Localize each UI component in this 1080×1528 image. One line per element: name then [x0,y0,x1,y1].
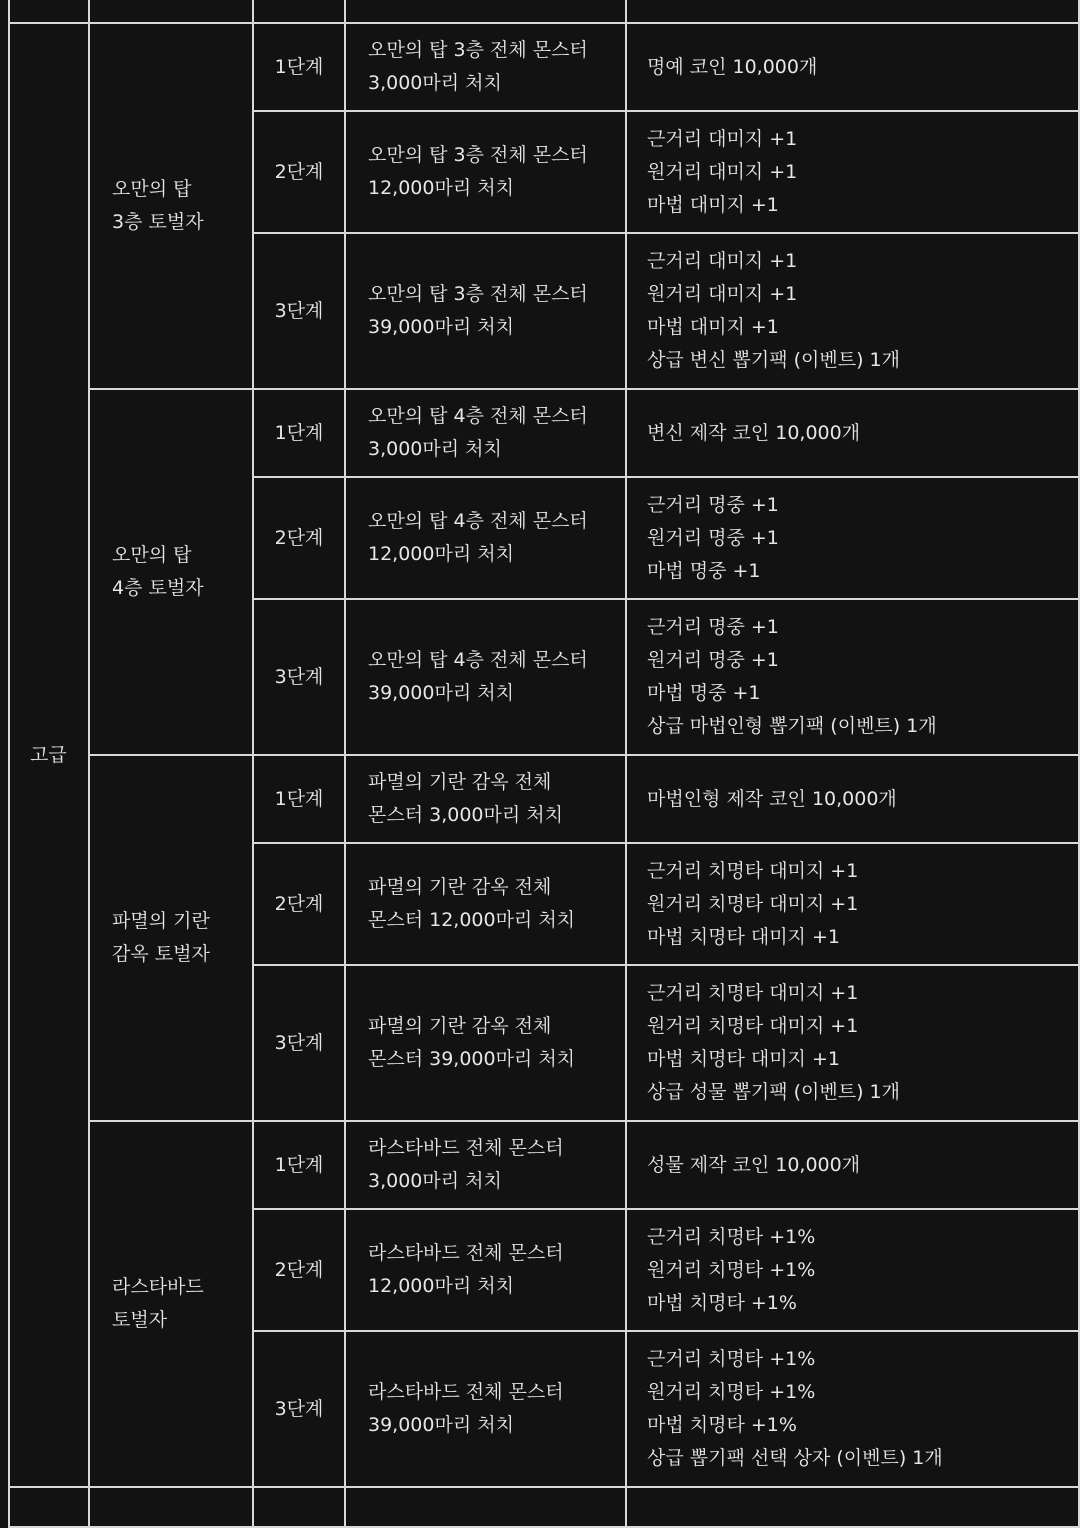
reward-line: 상급 성물 뽑기팩 (이벤트) 1개 [647,1081,900,1103]
condition-line: 몬스터 39,000마리 처치 [368,1048,576,1070]
stage-cell: 3단계 [253,1331,345,1487]
reward-cell [626,599,1079,755]
group-name-line: 오만의 탑 [112,178,192,200]
next-grade-cell [89,1487,253,1527]
condition-line: 라스타바드 전체 몬스터 [368,1242,564,1264]
condition-cell [345,1331,626,1487]
group-name-cell [89,389,253,755]
condition-line: 오만의 탑 3층 전체 몬스터 [368,39,588,61]
reward-line: 원거리 대미지 +1 [647,283,798,305]
next-grade-cell [345,1487,626,1527]
condition-cell [345,755,626,843]
reward-line: 마법 대미지 +1 [647,193,779,216]
cutoff-cell [253,0,345,23]
reward-line: 근거리 명중 +1 [647,493,779,516]
achievement-table-body [9,0,1079,1527]
reward-line: 마법 명중 +1 [647,682,761,704]
next-grade-cell [253,1487,345,1527]
table-row [9,1121,1079,1209]
stage-cell: 3단계 [253,599,345,755]
reward-cell [626,477,1079,599]
condition-line: 몬스터 12,000마리 처치 [368,909,576,931]
reward-line: 근거리 명중 +1 [647,616,779,638]
reward-line: 마법 치명타 +1% [647,1414,797,1436]
group-name-line: 파멸의 기란 [112,910,210,932]
group-name-line: 토벌자 [112,1309,168,1331]
stage-cell: 3단계 [253,965,345,1121]
condition-cell [345,111,626,233]
condition-line: 파멸의 기란 감옥 전체 [368,876,552,898]
next-grade-cell [626,1487,1079,1527]
table-row [9,389,1079,477]
reward-line: 마법 치명타 +1% [647,1291,797,1314]
reward-cell [626,1121,1079,1209]
group-name-cell [89,1121,253,1487]
reward-line: 마법 치명타 대미지 +1 [647,925,840,948]
condition-line: 오만의 탑 3층 전체 몬스터 [368,283,588,305]
table-row [9,23,1079,111]
reward-line: 마법인형 제작 코인 10,000개 [647,787,897,810]
reward-cell [626,23,1079,111]
reward-cell [626,755,1079,843]
stage-cell: 1단계 [253,389,345,477]
reward-line: 마법 치명타 대미지 +1 [647,1048,840,1070]
cutoff-row [9,0,1079,23]
reward-line: 근거리 치명타 대미지 +1 [647,859,859,882]
group-name-line: 오만의 탑 [112,544,192,566]
reward-line: 명예 코인 10,000개 [647,55,818,78]
stage-cell: 2단계 [253,843,345,965]
reward-line: 상급 변신 뽑기팩 (이벤트) 1개 [647,349,900,371]
reward-line: 성물 제작 코인 10,000개 [647,1153,861,1176]
stage-cell: 2단계 [253,1209,345,1331]
stage-cell: 3단계 [253,233,345,389]
reward-line: 상급 뽑기팩 선택 상자 (이벤트) 1개 [647,1447,943,1469]
reward-cell [626,965,1079,1121]
condition-cell [345,843,626,965]
condition-cell [345,1209,626,1331]
condition-line: 오만의 탑 4층 전체 몬스터 [368,405,588,427]
condition-line: 오만의 탑 4층 전체 몬스터 [368,510,588,532]
reward-line: 마법 대미지 +1 [647,316,779,338]
reward-cell [626,111,1079,233]
condition-line: 39,000마리 처치 [368,316,514,338]
reward-line: 근거리 치명타 +1% [647,1348,816,1370]
cutoff-cell [626,0,1079,23]
group-name-line: 3층 토벌자 [112,211,204,233]
condition-line: 파멸의 기란 감옥 전체 [368,1015,552,1037]
table-row [9,755,1079,843]
condition-line: 몬스터 3,000마리 처치 [368,804,563,826]
reward-line: 원거리 치명타 대미지 +1 [647,1015,859,1037]
reward-line: 변신 제작 코인 10,000개 [647,421,861,444]
next-grade-cell [9,1487,89,1527]
reward-cell [626,1331,1079,1487]
condition-cell [345,965,626,1121]
grade-cell: 고급 [9,23,89,1487]
reward-line: 원거리 치명타 +1% [647,1258,816,1281]
condition-cell [345,23,626,111]
reward-line: 근거리 대미지 +1 [647,250,798,272]
reward-line: 원거리 치명타 +1% [647,1381,816,1403]
stage-cell: 2단계 [253,111,345,233]
stage-cell: 1단계 [253,23,345,111]
condition-line: 3,000마리 처치 [368,1170,502,1192]
condition-line: 12,000마리 처치 [368,1275,514,1297]
reward-line: 마법 명중 +1 [647,559,761,582]
group-name-line: 4층 토벌자 [112,577,204,599]
reward-cell [626,389,1079,477]
condition-cell [345,233,626,389]
condition-line: 39,000마리 처치 [368,682,514,704]
stage-cell: 1단계 [253,1121,345,1209]
reward-line: 근거리 대미지 +1 [647,127,798,150]
condition-line: 파멸의 기란 감옥 전체 [368,771,552,793]
condition-line: 오만의 탑 3층 전체 몬스터 [368,144,588,166]
condition-line: 라스타바드 전체 몬스터 [368,1137,564,1159]
cutoff-cell [345,0,626,23]
condition-cell [345,477,626,599]
reward-line: 근거리 치명타 대미지 +1 [647,982,859,1004]
cutoff-cell [89,0,253,23]
group-name-line: 감옥 토벌자 [112,943,210,965]
stage-cell: 2단계 [253,477,345,599]
condition-line: 12,000마리 처치 [368,177,514,199]
condition-cell [345,389,626,477]
condition-line: 3,000마리 처치 [368,438,502,460]
condition-line: 39,000마리 처치 [368,1414,514,1436]
condition-line: 오만의 탑 4층 전체 몬스터 [368,649,588,671]
achievement-table [8,0,1080,1528]
reward-line: 원거리 명중 +1 [647,649,779,671]
condition-line: 라스타바드 전체 몬스터 [368,1381,564,1403]
reward-cell [626,1209,1079,1331]
group-name-line: 라스타바드 [112,1276,204,1298]
condition-cell [345,1121,626,1209]
group-name-cell [89,23,253,389]
reward-line: 원거리 대미지 +1 [647,160,798,183]
reward-line: 원거리 치명타 대미지 +1 [647,892,859,915]
condition-cell [345,599,626,755]
cutoff-cell [9,0,89,23]
next-grade-row [9,1487,1079,1527]
reward-line: 상급 마법인형 뽑기팩 (이벤트) 1개 [647,715,937,737]
condition-line: 12,000마리 처치 [368,543,514,565]
reward-line: 근거리 치명타 +1% [647,1225,816,1248]
stage-cell: 1단계 [253,755,345,843]
reward-cell [626,233,1079,389]
condition-line: 3,000마리 처치 [368,72,502,94]
group-name-cell [89,755,253,1121]
reward-line: 원거리 명중 +1 [647,526,779,549]
reward-cell [626,843,1079,965]
